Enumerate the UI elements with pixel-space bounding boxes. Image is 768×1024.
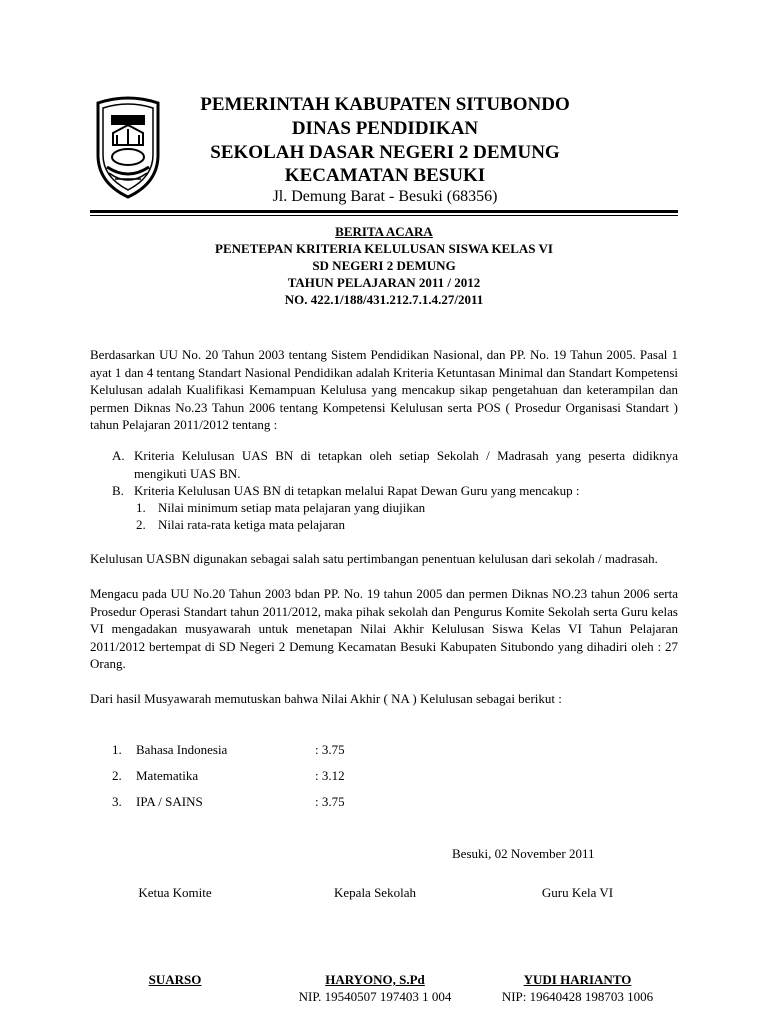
list-text: Nilai rata-rata ketiga mata pelajaran <box>158 517 345 532</box>
role-kepala-sekolah: Kepala Sekolah <box>334 885 416 900</box>
paragraph-uasbn: Kelulusan UASBN digunakan sebagai salah satu pertimbangan penentuan kelulusan dari sekolah / madrasah. <box>90 551 658 566</box>
doc-year: TAHUN PELAJARAN 2011 / 2012 <box>287 275 481 290</box>
situbondo-regency-logo <box>93 95 163 200</box>
kop-address: Jl. Demung Barat - Besuki (68356) <box>272 188 498 205</box>
letterhead-divider-thin <box>90 215 678 216</box>
paragraph-decision: Dari hasil Musyawarah memutuskan bahwa Nilai Akhir ( NA ) Kelulusan sebagai berikut : <box>90 691 562 706</box>
grade-value: : 3.75 <box>315 794 345 809</box>
place-date: Besuki, 02 November 2011 <box>452 846 595 861</box>
doc-number: NO. 422.1/188/431.212.7.1.4.27/2011 <box>284 292 484 307</box>
kop-agency: DINAS PENDIDIKAN <box>291 118 479 139</box>
nip-guru-kelas: NIP: 19640428 198703 1006 <box>501 989 654 1004</box>
doc-subtitle: PENETEPAN KRITERIA KELULUSAN SISWA KELAS VI <box>215 241 553 256</box>
doc-school: SD NEGERI 2 DEMUNG <box>312 258 456 273</box>
sub-item-1 <box>136 499 636 517</box>
list-text: Nilai minimum setiap mata pelajaran yang diujikan <box>158 500 426 515</box>
list-text: Kriteria Kelulusan UAS BN di tetapkan oleh setiap Sekolah / Madrasah yang peserta didiknya mengikuti UAS BN. <box>134 448 678 481</box>
name-ketua-komite: SUARSO <box>148 972 202 987</box>
kop-government: PEMERINTAH KABUPATEN SITUBONDO <box>200 94 570 115</box>
kop-school: SEKOLAH DASAR NEGERI 2 DEMUNG <box>210 142 560 163</box>
kop-district: KECAMATAN BESUKI <box>284 165 486 186</box>
list-text: Kriteria Kelulusan UAS BN di tetapkan melalui Rapat Dewan Guru yang mencakup : <box>134 483 580 498</box>
grade-subject: IPA / SAINS <box>136 794 203 809</box>
role-ketua-komite: Ketua Komite <box>138 885 212 900</box>
grade-subject: Matematika <box>136 768 199 783</box>
name-kepala-sekolah: HARYONO, S.Pd <box>325 972 425 987</box>
list-marker: 1. <box>136 500 146 515</box>
list-item-b <box>112 482 678 500</box>
grade-number: 2. <box>112 768 122 783</box>
grade-number: 3. <box>112 794 122 809</box>
nip-kepala-sekolah: NIP. 19540507 197403 1 004 <box>298 989 452 1004</box>
list-marker: A. <box>112 448 125 463</box>
sub-item-2 <box>136 516 636 534</box>
grade-value: : 3.75 <box>315 742 345 757</box>
list-marker: B. <box>112 483 124 498</box>
name-guru-kelas: YUDI HARIANTO <box>523 972 632 987</box>
list-item-a <box>112 447 678 482</box>
doc-title: BERITA ACARA <box>335 224 433 239</box>
paragraph-basis: Berdasarkan UU No. 20 Tahun 2003 tentang Sistem Pendidikan Nasional, dan PP. No. 19 Tahun 2005. Pasal 1 ayat 1 dan 4 tentang Standart Nasional Pendidikan adalah Kriteria Ketuntasan Minimal dan Standart Kompetensi Kelulusan adalah Kualifikasi Kemampuan Kelulusa yang mencakup sikap pengetahuan dan keterampilan dan permen Diknas No.23 Tahun 2006 tentang Kompetensi Kelulusan serta POS ( Prosedur Organisasi Standart ) tahun Pelajaran 2011/2012 tentang : <box>90 347 678 432</box>
grade-number: 1. <box>112 742 122 757</box>
grade-value: : 3.12 <box>315 768 345 783</box>
paragraph-reference: Mengacu pada UU No.20 Tahun 2003 bdan PP. No. 19 tahun 2005 dan permen Diknas NO.23 tahun 2006 serta Prosedur Operasi Standart tahun 2011/2012, maka pihak sekolah dan Pengurus Komite Sekolah serta Guru kelas VI mengadakan musyawarah untuk menetapan Nilai Akhir Kelulusan Siswa Kelas VI Tahun Pelajaran 2011/2012 bertempat di SD Negeri 2 Demung Kecamatan Besuki Kabupaten Situbondo yang dihadiri oleh : 27 Orang. <box>90 586 678 671</box>
list-marker: 2. <box>136 517 146 532</box>
grade-subject: Bahasa Indonesia <box>136 742 228 757</box>
role-guru-kelas: Guru Kela VI <box>541 885 614 900</box>
letterhead-divider <box>90 210 678 213</box>
